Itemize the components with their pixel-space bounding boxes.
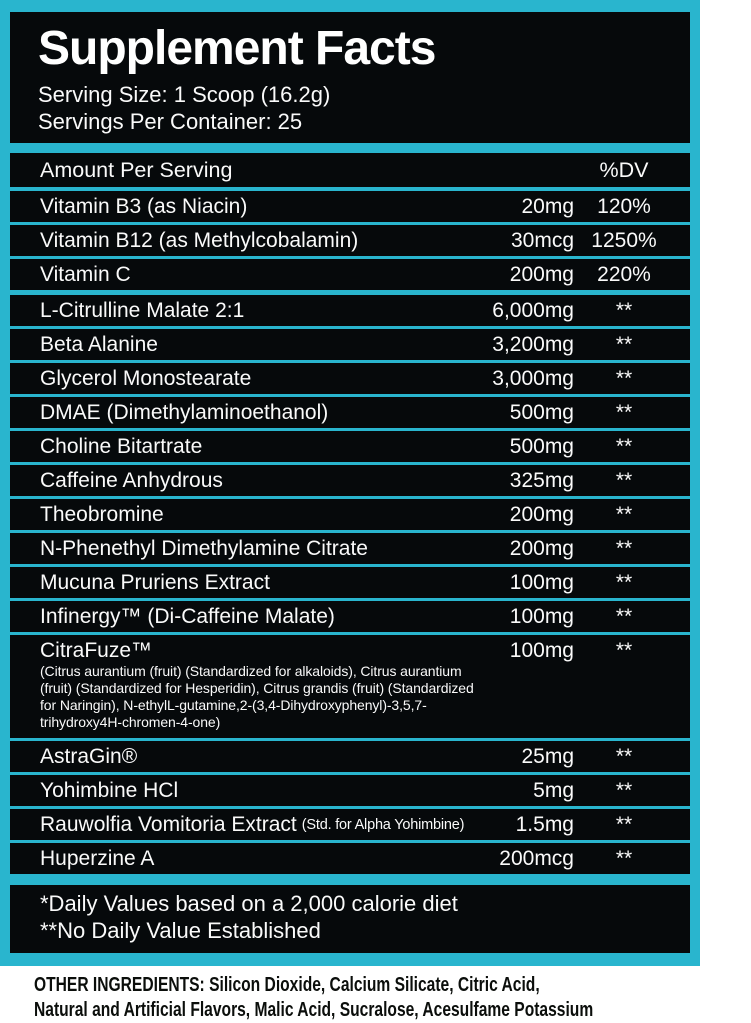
table-row	[10, 394, 690, 428]
table-row	[10, 738, 690, 772]
table-row	[10, 598, 690, 632]
row-line	[10, 465, 690, 496]
ingredient-amount: 100mg	[509, 570, 574, 594]
table-row	[10, 530, 690, 564]
ingredient-amount: 3,000mg	[492, 366, 574, 390]
row-line	[10, 329, 690, 360]
ingredient-amount: 100mg	[509, 638, 574, 662]
ingredient-amount: 6,000mg	[492, 298, 574, 322]
ingredient-dv: **	[615, 468, 633, 492]
ingredient-name: N-Phenethyl Dimethylamine Citrate	[40, 536, 368, 560]
footnotes	[10, 885, 690, 953]
table-row	[10, 840, 690, 874]
ingredient-dv: 120%	[597, 194, 651, 218]
ingredient-dv: **	[615, 366, 633, 390]
other-ingredients-line: OTHER INGREDIENTS: Silicon Dioxide, Calcium Silicate, Citric Acid,	[34, 974, 540, 996]
ingredient-amount: 5mg	[533, 778, 574, 802]
ingredient-detail: (Citrus aurantium (fruit) (Standardized for alkaloids), Citrus aurantium (fruit) (Standardized for Hesperidin), Citrus grandis (fruit) (Standardized for Naringin), N-ethylL-gutamine,2-(3,4-Dihydroxyphenyl)-3,5,7-trihydroxy4H-chromen-4-one)	[40, 663, 474, 730]
ingredient-amount: 325mg	[509, 468, 574, 492]
ingredient-dv: **	[615, 638, 633, 662]
row-line	[10, 499, 690, 530]
table-row	[10, 806, 690, 840]
table-row	[10, 462, 690, 496]
row-line	[10, 809, 690, 840]
row-line	[10, 431, 690, 462]
row-line	[10, 191, 690, 222]
label-header	[10, 12, 690, 143]
ingredient-dv: **	[615, 434, 633, 458]
column-header-row	[10, 153, 690, 187]
footnote-line: **No Daily Value Established	[40, 918, 321, 943]
table-row	[10, 496, 690, 530]
row-line	[10, 363, 690, 394]
table-row	[10, 222, 690, 256]
ingredient-name: Mucuna Pruriens Extract	[40, 570, 270, 594]
table-row	[10, 632, 690, 738]
row-line	[10, 843, 690, 874]
section-divider	[10, 874, 690, 885]
other-ingredients-line: Natural and Artificial Flavors, Malic Acid, Sucralose, Acesulfame Potassium	[34, 999, 594, 1021]
ingredient-name: Vitamin B3 (as Niacin)	[40, 194, 248, 218]
row-line	[10, 775, 690, 806]
ingredient-dv: 220%	[597, 262, 651, 286]
ingredient-name: Infinergy™ (Di-Caffeine Malate)	[40, 604, 335, 628]
ingredient-dv: **	[615, 502, 633, 526]
ingredient-dv: **	[615, 812, 633, 836]
ingredient-name: Vitamin B12 (as Methylcobalamin)	[40, 228, 359, 252]
ingredient-amount: 500mg	[509, 400, 574, 424]
amount-per-serving-header: Amount Per Serving	[40, 157, 233, 182]
facts-panel	[10, 12, 690, 953]
ingredient-name: AstraGin®	[40, 744, 138, 768]
ingredient-dv: **	[615, 298, 633, 322]
table-row	[10, 360, 690, 394]
table-row	[10, 326, 690, 360]
ingredient-amount: 20mg	[521, 194, 574, 218]
ingredient-name: Yohimbine HCl	[40, 778, 179, 802]
ingredient-amount: 200mg	[509, 502, 574, 526]
ingredient-name: Beta Alanine	[40, 332, 158, 356]
serving-size: Serving Size: 1 Scoop (16.2g)	[38, 82, 331, 107]
table-row	[10, 772, 690, 806]
ingredient-amount: 500mg	[509, 434, 574, 458]
ingredient-amount: 100mg	[509, 604, 574, 628]
row-line	[10, 601, 690, 632]
row-line	[10, 567, 690, 598]
table-row	[10, 256, 690, 290]
table-row	[10, 191, 690, 222]
ingredient-dv: **	[615, 846, 633, 870]
ingredients-table	[10, 295, 690, 874]
row-line	[10, 295, 690, 326]
ingredient-name-note: (Std. for Alpha Yohimbine)	[301, 816, 465, 833]
ingredient-name: CitraFuze™	[40, 638, 153, 662]
table-row	[10, 564, 690, 598]
ingredient-amount: 200mg	[509, 536, 574, 560]
page-title: Supplement Facts	[38, 22, 436, 75]
ingredient-name: Theobromine	[40, 502, 164, 526]
row-line	[10, 533, 690, 564]
ingredient-dv: 1250%	[591, 228, 657, 252]
ingredient-dv: **	[615, 536, 633, 560]
ingredient-name: DMAE (Dimethylaminoethanol)	[40, 400, 329, 424]
ingredient-name: Choline Bitartrate	[40, 434, 203, 458]
ingredient-amount: 3,200mg	[492, 332, 574, 356]
row-line	[10, 225, 690, 256]
other-ingredients	[0, 966, 700, 1023]
ingredient-dv: **	[615, 778, 633, 802]
row-line	[10, 259, 690, 290]
dv-header: %DV	[599, 157, 649, 182]
ingredient-dv: **	[615, 604, 633, 628]
row-line	[10, 741, 690, 772]
servings-per-container: Servings Per Container: 25	[38, 109, 303, 134]
footnote-line: *Daily Values based on a 2,000 calorie diet	[40, 891, 458, 916]
table-row	[10, 428, 690, 462]
ingredient-amount: 25mg	[521, 744, 574, 768]
ingredient-name: Vitamin C	[40, 262, 131, 286]
section-divider	[10, 143, 690, 153]
row-line	[10, 397, 690, 428]
ingredient-name: Glycerol Monostearate	[40, 366, 252, 390]
table-row	[10, 295, 690, 326]
ingredient-amount: 200mg	[509, 262, 574, 286]
vitamins-table	[10, 191, 690, 290]
ingredient-name: Rauwolfia Vomitoria Extract	[40, 812, 297, 836]
ingredient-dv: **	[615, 570, 633, 594]
ingredient-name: Huperzine A	[40, 846, 155, 870]
ingredient-dv: **	[615, 744, 633, 768]
row-line	[10, 635, 690, 666]
ingredient-name: L-Citrulline Malate 2:1	[40, 298, 245, 322]
ingredient-amount: 30mcg	[510, 228, 574, 252]
ingredient-dv: **	[615, 332, 633, 356]
ingredient-amount: 1.5mg	[515, 812, 574, 836]
ingredient-dv: **	[615, 400, 633, 424]
ingredient-name: Caffeine Anhydrous	[40, 468, 223, 492]
ingredient-amount: 200mcg	[499, 846, 574, 870]
